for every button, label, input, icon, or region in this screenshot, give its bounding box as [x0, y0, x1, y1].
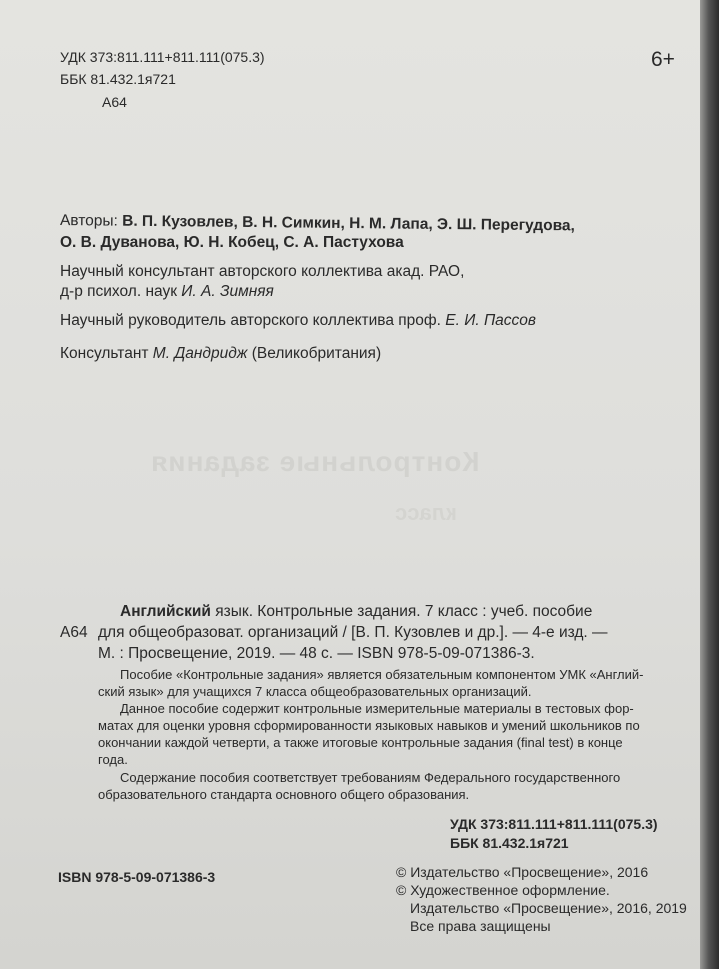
consultant-country: (Великобритания): [247, 345, 382, 362]
show-through-text-2: класс: [395, 500, 457, 525]
age-rating: 6+: [651, 48, 675, 71]
copyright-line-3: Издательство «Просвещение», 2016, 2019: [410, 900, 687, 916]
page-edge-shadow: [700, 0, 719, 969]
scientific-supervisor: [60, 311, 536, 331]
copyright-line-1: © Издательство «Просвещение», 2016: [396, 864, 649, 880]
isbn: ISBN 978-5-09-071386-3: [58, 869, 216, 885]
annotation-p1-line-1: Пособие «Контрольные задания» является обязательным компонентом УМК «Англий-: [120, 667, 644, 682]
annotation-p1-line-2: ский язык» для учащихся 7 класса общеобразовательных организаций.: [98, 684, 532, 699]
footer-udk: УДК 373:811.111+811.111(075.3): [450, 816, 658, 832]
annotation-p2-line-3: окончании каждой четверти, а также итоговые контрольные задания (final test) в конце: [98, 735, 623, 750]
catalog-title-word: Английский: [120, 603, 211, 620]
supervisor-name: Е. И. Пассов: [445, 312, 537, 329]
consultant-title: Консультант: [60, 345, 153, 362]
supervisor-title: Научный руководитель авторского коллектива проф.: [60, 312, 446, 329]
authors-names-1: В. П. Кузовлев, В. Н. Симкин, Н. М. Лапа, Э. Ш. Перегудова,: [122, 212, 575, 235]
authors-line-2: О. В. Дуванова, Ю. Н. Кобец, С. А. Пастухова: [60, 234, 404, 251]
annotation-p2-line-4: года.: [98, 752, 128, 767]
scientific-consultant-line-2: [60, 282, 274, 302]
bbk-code: ББК 81.432.1я721: [60, 71, 176, 87]
annotation-p3-line-1: Содержание пособия соответствует требованиям Федерального государственного: [120, 770, 621, 785]
catalog-line-3: М. : Просвещение, 2019. — 48 с. — ISBN 978-5-09-071386-3.: [98, 645, 535, 662]
udk-code: УДК 373:811.111+811.111(075.3): [60, 49, 265, 65]
scientific-consultant-degree: д-р психол. наук: [60, 283, 182, 300]
authors-prefix: Авторы:: [59, 212, 118, 230]
catalog-line-2: для общеобразоват. организаций / [В. П. Кузовлев и др.]. — 4-е изд. —: [98, 624, 608, 641]
consultant-name: М. Дандридж: [152, 345, 248, 362]
catalog-title-rest: язык. Контрольные задания. 7 класс : учеб. пособие: [210, 603, 593, 620]
annotation-p2-line-1: Данное пособие содержит контрольные измерительные материалы в тестовых фор-: [120, 701, 634, 716]
footer-bbk: ББК 81.432.1я721: [450, 835, 569, 851]
consultant: [60, 344, 381, 364]
show-through-text: Контрольные задания: [150, 446, 480, 477]
copyright-line-4: Все права защищены: [410, 918, 551, 934]
scientific-consultant-line-1: Научный консультант авторского коллектива акад. РАО,: [60, 263, 465, 280]
catalog-line-1: [120, 602, 592, 622]
catalog-code: А64: [60, 624, 88, 641]
scientific-consultant-name: И. А. Зимняя: [181, 283, 274, 300]
annotation-p2-line-2: матах для оценки уровня сформированности языковых навыков и умений школьников по: [98, 718, 640, 733]
author-sign-code: А64: [102, 94, 127, 110]
copyright-line-2: © Художественное оформление.: [396, 882, 610, 898]
annotation-p3-line-2: образовательного стандарта основного общего образования.: [98, 787, 470, 802]
